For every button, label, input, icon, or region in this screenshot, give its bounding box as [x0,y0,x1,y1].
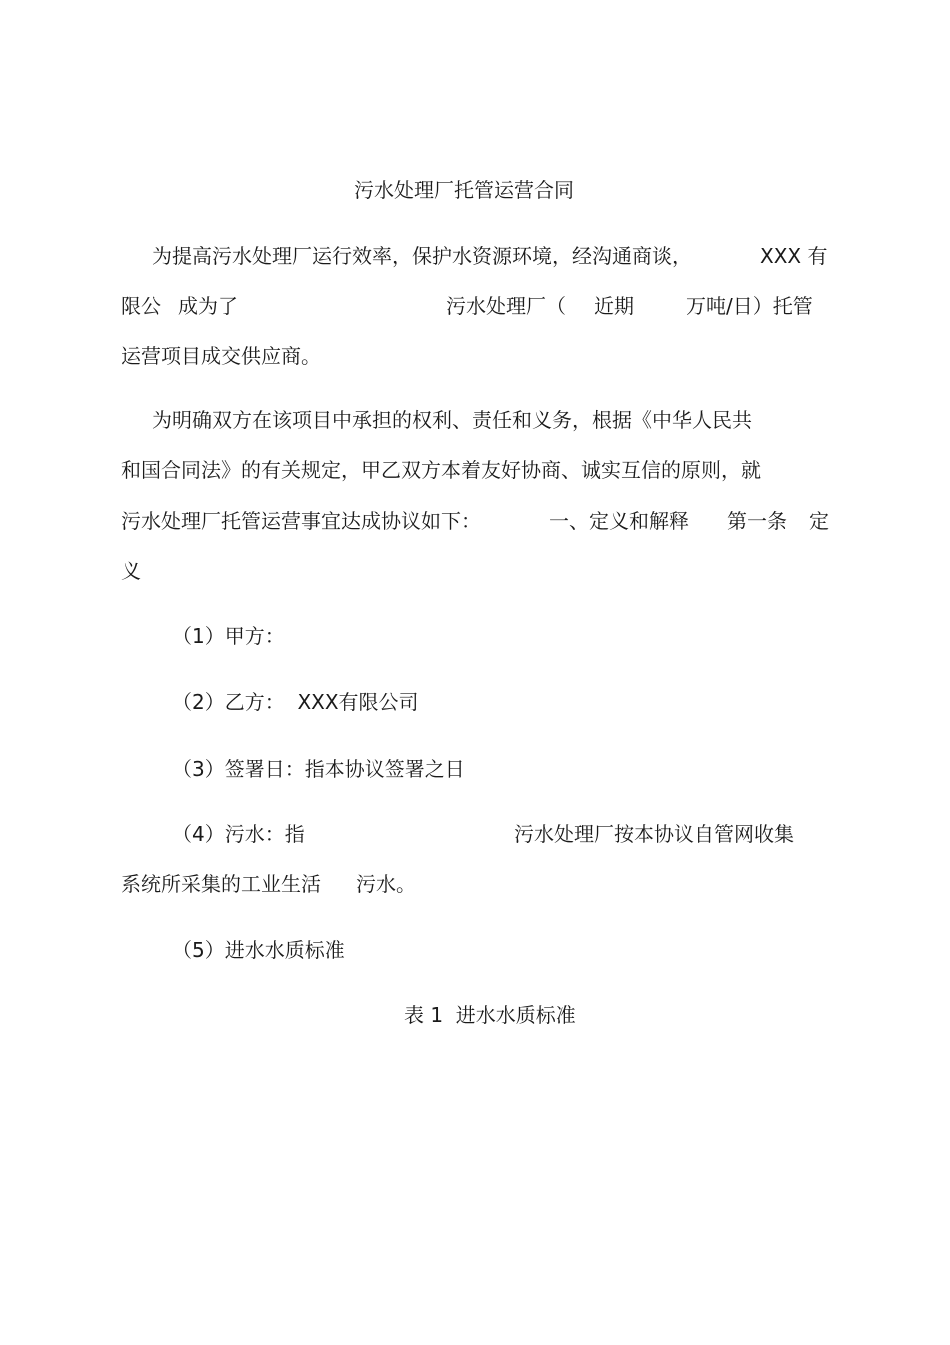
definition-item-2: （2）乙方： XXX有限公司 [172,690,419,714]
article-heading: 第一条 [727,509,787,533]
paragraph-1-line-2e: 万吨/日）托管 [686,294,813,318]
definition-item-3: （3）签署日：指本协议签署之日 [172,757,465,781]
paragraph-1-line-1b: XXX 有 [760,244,828,268]
paragraph-1-line-2a: 限公 [121,294,161,318]
table-caption: 表 1 进水水质标准 [404,1003,576,1027]
paragraph-2-line-4: 义 [121,559,141,583]
paragraph-1-line-2c: 污水处理厂（ [446,294,566,318]
paragraph-1-line-1a: 为提高污水处理厂运行效率，保护水资源环境，经沟通商谈， [152,244,692,268]
definition-item-4d: 污水。 [356,872,416,896]
paragraph-2-line-3a: 污水处理厂托管运营事宜达成协议如下： [121,509,481,533]
paragraph-2-line-1: 为明确双方在该项目中承担的权利、责任和义务，根据《中华人民共 [152,408,752,432]
definition-item-1: （1）甲方： [172,624,285,648]
paragraph-1-line-3: 运营项目成交供应商。 [121,344,321,368]
definition-item-5: （5）进水水质标准 [172,938,345,962]
document-title: 污水处理厂托管运营合同 [354,178,574,202]
paragraph-1-line-2d: 近期 [594,294,634,318]
definition-item-4c: 系统所采集的工业生活 [121,872,321,896]
article-heading-tail: 定 [809,509,829,533]
definition-item-4a: （4）污水：指 [172,822,305,846]
paragraph-2-line-2: 和国合同法》的有关规定，甲乙双方本着友好协商、诚实互信的原则，就 [121,458,761,482]
definition-item-4b: 污水处理厂按本协议自管网收集 [514,822,794,846]
paragraph-1-line-2b: 成为了 [178,294,238,318]
section-heading: 一、定义和解释 [549,509,689,533]
